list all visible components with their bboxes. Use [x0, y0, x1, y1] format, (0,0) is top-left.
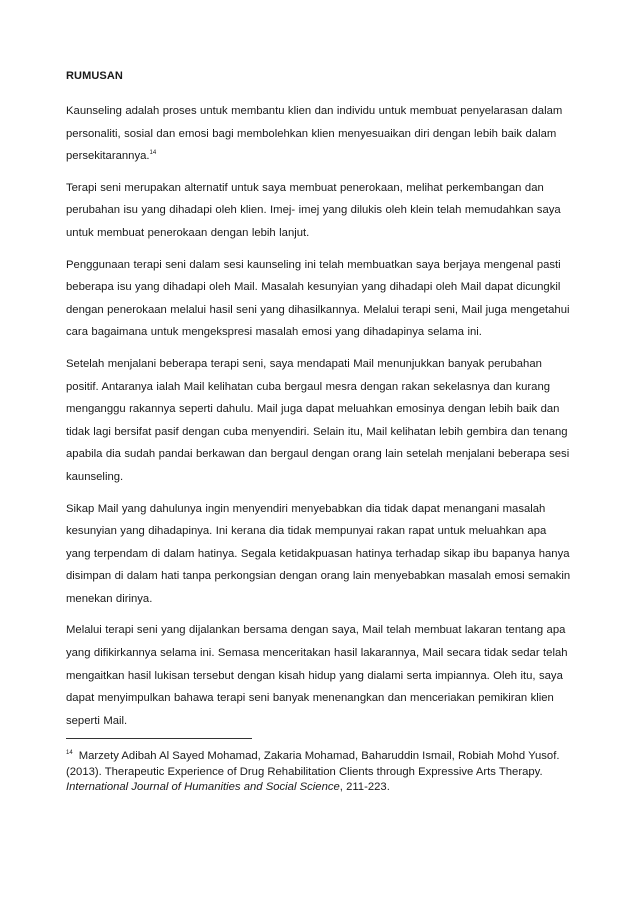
paragraph-5: Sikap Mail yang dahulunya ingin menyendiri menyebabkan dia tidak dapat menangani masalah kesunyian yang dihadapinya. Ini kerana dia tidak mempunyai rakan rapat untuk meluahkan apa yang terpendam di dalam hatinya. Segala ketidakpuasan hatinya terhadap sikap ibu bapanya hanya disimpan di dalam hati tanpa perkongsian dengan orang lain menyebabkan masalah emosi semakin menekan dirinya. [66, 502, 571, 605]
footnote [66, 749, 571, 796]
paragraph-1-text: Kaunseling adalah proses untuk membantu klien dan individu untuk membuat penyelarasan dalam personaliti, sosial dan emosi bagi membolehkan klien menyesuaikan diri dengan lebih baik dalam persekitarannya. [66, 105, 563, 163]
paragraph-6: Melalui terapi seni yang dijalankan bersama dengan saya, Mail telah membuat lakaran tentang apa yang difikirkannya selama ini. Semasa menceritakan hasil lakarannya, Mail secara tidak sedar telah mengaitkan hasil lukisan tersebut dengan kisah hidup yang dialami serta impiannya. Oleh itu, saya dapat menyimpulkan bahawa terapi seni banyak menenangkan dan menceriakan pemikiran klien seperti Mail. [66, 624, 568, 727]
footnote-pages: , 211-223. [339, 781, 390, 794]
paragraph-3: Penggunaan terapi seni dalam sesi kaunseling ini telah membuatkan saya berjaya mengenal pasti beberapa isu yang dihadapi oleh Mail. Masalah kesunyian yang dihadapi oleh Mail dapat dicungkil dengan penerokaan melalui hasil seni yang dihasilkannya. Melalui terapi seni, Mail juga mengetahui cara bagaimana untuk mengekspresi masalah emosi yang dihadapinya selama ini. [66, 258, 570, 339]
section-heading: RUMUSAN [66, 70, 123, 82]
footnote-divider [66, 738, 252, 739]
paragraph-2: Terapi seni merupakan alternatif untuk saya membuat penerokaan, melihat perkembangan dan perubahan isu yang dihadapi oleh klien. Imej- imej yang dilukis oleh klein telah memudahkan saya untuk membuat penerokaan dengan lebih lanjut. [66, 181, 561, 239]
document-body [66, 70, 571, 741]
footnote-reference: 14 [149, 150, 157, 157]
paragraph-4: Setelah menjalani beberapa terapi seni, saya mendapati Mail menunjukkan banyak perubahan positif. Antaranya ialah Mail kelihatan cuba bergaul mesra dengan rakan sekelasnya dan kurang menganggu rakannya seperti dahulu. Mail juga dapat meluahkan emosinya dengan lebih baik dan tidak lagi bersifat pasif dengan cuba menyendiri. Selain itu, Mail kelihatan lebih gembira dan tenang apabila dia sudah pandai berkawan dan bergaul dengan orang lain setelah menjalani beberapa sesi kaunseling. [66, 357, 570, 483]
paragraph-1 [66, 100, 571, 168]
footnote-journal: International Journal of Humanities and Social Science [66, 781, 340, 794]
footnote-citation: Marzety Adibah Al Sayed Mohamad, Zakaria Mohamad, Baharuddin Ismail, Robiah Mohd Yusof. (2013). Therapeutic Experience of Drug Rehabilitation Clients through Expressive Arts Therapy. [66, 750, 560, 778]
footnote-marker: 14 [66, 750, 73, 757]
